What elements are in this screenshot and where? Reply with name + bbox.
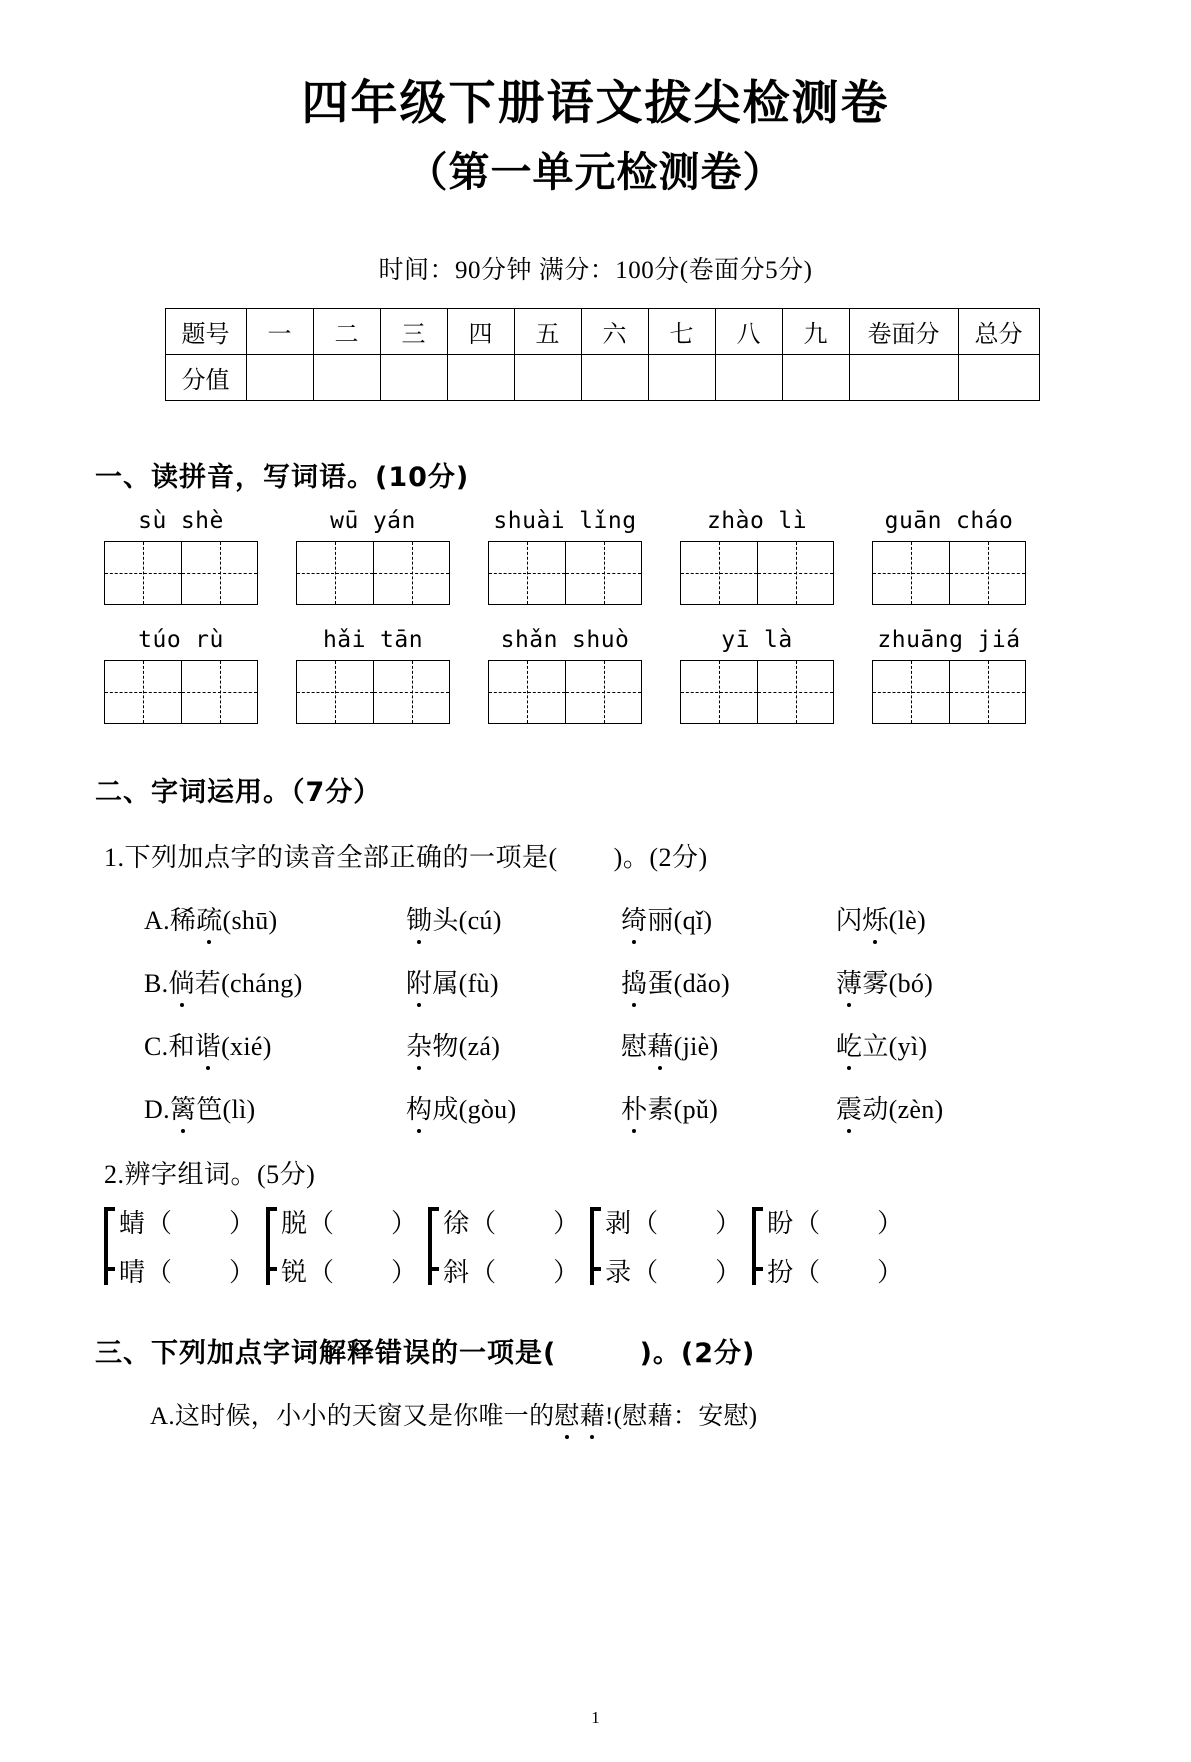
brace-icon <box>266 1203 279 1289</box>
tianzige-cell[interactable] <box>489 661 565 723</box>
pinyin-label-3 <box>493 508 636 534</box>
option-text: (xié) <box>221 1031 272 1061</box>
pinyin-item-4 <box>680 508 834 605</box>
tianzige-grid-10[interactable] <box>872 660 1026 724</box>
table-row-question-numbers <box>165 308 1039 354</box>
option-b-item-3 <box>621 963 836 1000</box>
pinyin-syllable: túo <box>138 626 182 653</box>
option-c-item-2 <box>406 1026 621 1063</box>
score-col-header-8: 八 <box>715 308 782 354</box>
option-text: (lè) <box>888 905 926 935</box>
pair-lines-1 <box>119 1203 256 1289</box>
option-a-item-2 <box>406 900 621 937</box>
pair-bottom-2[interactable] <box>281 1252 418 1289</box>
pair-top-4[interactable] <box>605 1203 742 1240</box>
option-row-a[interactable] <box>144 900 1191 937</box>
dotted-char: 篱 <box>170 1089 196 1126</box>
option-c-item-1 <box>144 1026 406 1063</box>
tianzige-cell[interactable] <box>873 661 949 723</box>
pinyin-syllable: lì <box>778 507 808 534</box>
pinyin-syllable: tān <box>380 626 424 653</box>
character-pairs-row <box>104 1203 1191 1289</box>
tianzige-grid-3[interactable] <box>488 541 642 605</box>
question-2-1-prompt-before: 1.下列加点字的读音全部正确的一项是( <box>104 842 558 872</box>
option-text: 成(gòu) <box>432 1094 517 1124</box>
pair-char: 盼（ <box>767 1208 822 1238</box>
option-d-label: D. <box>144 1094 170 1124</box>
pinyin-label-7 <box>323 627 423 653</box>
page-subtitle: （第一单元检测卷） <box>406 147 785 196</box>
pair-bottom-4[interactable] <box>605 1252 742 1289</box>
pinyin-item-8 <box>488 627 642 724</box>
pinyin-syllable: cháo <box>956 507 1014 534</box>
pair-char: 剥（ <box>605 1208 660 1238</box>
dotted-char: 疏 <box>196 900 222 937</box>
pinyin-syllable: sù <box>138 507 167 534</box>
option-text: 蛋(dǎo) <box>647 968 730 998</box>
pinyin-syllable: yán <box>372 507 416 534</box>
dotted-char: 谐 <box>195 1026 221 1063</box>
character-pair-4 <box>590 1203 742 1289</box>
option-text: 立(yì) <box>862 1031 928 1061</box>
dotted-char: 绮 <box>621 900 647 937</box>
pinyin-item-10 <box>872 627 1026 724</box>
character-pair-3 <box>428 1203 580 1289</box>
dotted-char: 藉 <box>580 1396 605 1432</box>
option-text: (shū) <box>222 905 278 935</box>
option-c-item-3 <box>621 1026 836 1063</box>
score-col-header-presentation: 卷面分 <box>849 308 958 354</box>
option-text: 物(zá) <box>432 1031 501 1061</box>
dotted-char: 慰 <box>554 1396 579 1432</box>
pair-lines-4 <box>605 1203 742 1289</box>
pair-bottom-5[interactable] <box>767 1252 904 1289</box>
tianzige-grid-7[interactable] <box>296 660 450 724</box>
pair-paren-close: ） <box>229 1208 257 1238</box>
pinyin-syllable: yī <box>721 626 750 653</box>
pair-char: 蜻（ <box>119 1208 174 1238</box>
dotted-char: 烁 <box>862 900 888 937</box>
pinyin-label-1 <box>138 508 224 534</box>
pinyin-row-1 <box>0 508 1191 605</box>
score-table <box>165 308 1040 401</box>
tianzige-cell[interactable] <box>949 661 1025 723</box>
pair-lines-5 <box>767 1203 904 1289</box>
dotted-char: 锄 <box>406 900 432 937</box>
option-text: 素(pǔ) <box>647 1094 719 1124</box>
tianzige-cell[interactable] <box>105 661 181 723</box>
score-table-wrapper <box>165 308 1027 401</box>
pinyin-syllable: wū <box>330 507 359 534</box>
score-col-header-6: 六 <box>581 308 648 354</box>
tianzige-grid-2[interactable] <box>296 541 450 605</box>
score-cell-3[interactable] <box>380 354 447 400</box>
option-text: 笆(lì) <box>196 1094 256 1124</box>
option-row-d[interactable] <box>144 1089 1191 1126</box>
pinyin-label-6 <box>138 627 224 653</box>
score-cell-5[interactable] <box>514 354 581 400</box>
pair-char: 扮（ <box>767 1257 822 1287</box>
pair-top-1[interactable] <box>119 1203 256 1240</box>
option-text: 头(cú) <box>432 905 502 935</box>
tianzige-cell[interactable] <box>181 661 257 723</box>
pinyin-syllable: jiá <box>977 626 1021 653</box>
section-3-option-a-text-before: 这时候，小小的天窗又是你唯一的 <box>174 1402 555 1430</box>
pinyin-syllable: shǎn <box>500 626 558 653</box>
tianzige-cell[interactable] <box>757 661 833 723</box>
pair-top-3[interactable] <box>443 1203 580 1240</box>
page-number: 1 <box>591 1708 600 1727</box>
pinyin-label-9 <box>721 627 792 653</box>
dotted-char: 屹 <box>836 1026 862 1063</box>
dotted-char: 捣 <box>621 963 647 1000</box>
section-3-option-a[interactable] <box>150 1396 1191 1432</box>
tianzige-cell[interactable] <box>489 542 565 604</box>
pair-paren-close: ） <box>391 1257 419 1287</box>
pair-paren-close: ） <box>229 1257 257 1287</box>
question-2-1-prompt <box>104 837 1191 874</box>
pair-top-2[interactable] <box>281 1203 418 1240</box>
pinyin-syllable: hǎi <box>322 626 366 653</box>
option-d-item-2 <box>406 1089 621 1126</box>
pinyin-syllable: shuài <box>493 507 566 534</box>
pinyin-item-5 <box>872 508 1026 605</box>
option-text: 雾(bó) <box>862 968 934 998</box>
score-cell-9[interactable] <box>782 354 849 400</box>
section-3-option-a-text-after: !(慰藉：安慰) <box>605 1402 758 1430</box>
option-a-label: A. <box>144 905 170 935</box>
section-3-heading-before: 三、下列加点字词解释错误的一项是( <box>95 1337 557 1369</box>
option-text: 属(fù) <box>432 968 499 998</box>
section-heading-2: 二、字词运用。（7分） <box>95 776 382 808</box>
pair-char: 锐（ <box>281 1257 336 1287</box>
table-row-scores <box>165 354 1039 400</box>
tianzige-grid-6[interactable] <box>104 660 258 724</box>
pair-paren-close: ） <box>715 1208 743 1238</box>
pair-lines-2 <box>281 1203 418 1289</box>
option-text: 丽(qǐ) <box>647 905 713 935</box>
section-heading-3 <box>95 1331 1191 1370</box>
score-col-header-5: 五 <box>514 308 581 354</box>
tianzige-cell[interactable] <box>373 542 449 604</box>
answer-blank-3[interactable] <box>567 1338 629 1369</box>
pinyin-syllable: rù <box>195 626 224 653</box>
pair-bottom-1[interactable] <box>119 1252 256 1289</box>
tianzige-grid-9[interactable] <box>680 660 834 724</box>
brace-icon <box>590 1203 603 1289</box>
option-text: 闪 <box>836 905 863 935</box>
pair-paren-close: ） <box>877 1257 905 1287</box>
pair-char: 晴（ <box>119 1257 174 1287</box>
question-2-1-prompt-after: )。(2分) <box>613 842 708 872</box>
option-row-b[interactable] <box>144 963 1191 1000</box>
option-text: 若(cháng) <box>194 968 303 998</box>
exam-page <box>0 78 1191 1762</box>
pair-lines-3 <box>443 1203 580 1289</box>
pinyin-row-2 <box>0 627 1191 724</box>
score-cell-8[interactable] <box>715 354 782 400</box>
option-c-item-4 <box>836 1026 1036 1063</box>
tianzige-cell[interactable] <box>297 542 373 604</box>
dotted-char: 构 <box>406 1089 432 1126</box>
tianzige-cell[interactable] <box>565 661 641 723</box>
option-a-item-3 <box>621 900 836 937</box>
section-3-heading-after: )。(2分) <box>639 1337 756 1369</box>
option-b-label: B. <box>144 968 169 998</box>
dotted-char: 震 <box>836 1089 862 1126</box>
option-text: 稀 <box>169 905 197 935</box>
pinyin-syllable: shuò <box>572 626 630 653</box>
pinyin-label-5 <box>885 508 1014 534</box>
pinyin-label-10 <box>877 627 1020 653</box>
tianzige-cell[interactable] <box>105 542 181 604</box>
tianzige-cell[interactable] <box>181 542 257 604</box>
score-cell-total[interactable] <box>958 354 1039 400</box>
section-heading-1: 一、读拼音，写词语。(10分) <box>95 461 470 493</box>
page-title: 四年级下册语文拔尖检测卷 <box>301 76 890 131</box>
option-text: 慰 <box>621 1031 648 1061</box>
option-a-item-1 <box>144 900 406 937</box>
score-col-header-2: 二 <box>313 308 380 354</box>
option-d-item-4 <box>836 1089 1036 1126</box>
tianzige-grid-5[interactable] <box>872 541 1026 605</box>
pinyin-label-4 <box>707 508 807 534</box>
pair-paren-close: ） <box>715 1257 743 1287</box>
score-table-label-value: 分值 <box>165 354 246 400</box>
dotted-char: 薄 <box>836 963 862 1000</box>
pinyin-syllable: guān <box>884 507 942 534</box>
dotted-char: 杂 <box>406 1026 432 1063</box>
option-b-item-1 <box>144 963 406 1000</box>
brace-icon <box>428 1203 441 1289</box>
question-2-2-prompt: 2.辨字组词。(5分) <box>104 1159 316 1189</box>
tianzige-cell[interactable] <box>873 542 949 604</box>
tianzige-cell[interactable] <box>949 542 1025 604</box>
pinyin-item-9 <box>680 627 834 724</box>
tianzige-cell[interactable] <box>681 661 757 723</box>
option-b-item-4 <box>836 963 1036 1000</box>
score-col-header-9: 九 <box>782 308 849 354</box>
pinyin-writing-block <box>0 508 1191 724</box>
option-text: 动(zèn) <box>862 1094 944 1124</box>
answer-blank-2-1[interactable] <box>565 843 607 872</box>
score-col-header-4: 四 <box>447 308 514 354</box>
score-cell-7[interactable] <box>648 354 715 400</box>
score-cell-6[interactable] <box>581 354 648 400</box>
tianzige-cell[interactable] <box>565 542 641 604</box>
score-cell-2[interactable] <box>313 354 380 400</box>
score-col-header-7: 七 <box>648 308 715 354</box>
character-pair-1 <box>104 1203 256 1289</box>
pair-char: 徐（ <box>443 1208 498 1238</box>
tianzige-grid-1[interactable] <box>104 541 258 605</box>
pinyin-label-2 <box>330 508 416 534</box>
pinyin-syllable: zhuāng <box>877 626 964 653</box>
option-text: (jiè) <box>673 1031 719 1061</box>
dotted-char: 附 <box>406 963 432 1000</box>
score-col-header-total: 总分 <box>958 308 1039 354</box>
tianzige-cell[interactable] <box>297 661 373 723</box>
pair-bottom-3[interactable] <box>443 1252 580 1289</box>
character-pair-5 <box>752 1203 904 1289</box>
brace-icon <box>752 1203 765 1289</box>
score-col-header-3: 三 <box>380 308 447 354</box>
tianzige-cell[interactable] <box>373 661 449 723</box>
pinyin-syllable: lǐng <box>579 507 637 534</box>
section-3-option-a-label: A. <box>150 1402 175 1430</box>
option-d-item-3 <box>621 1089 836 1126</box>
dotted-char: 倘 <box>168 963 194 1000</box>
pair-paren-close: ） <box>553 1208 581 1238</box>
tianzige-cell[interactable] <box>681 542 757 604</box>
tianzige-grid-4[interactable] <box>680 541 834 605</box>
option-d-item-1 <box>144 1089 406 1126</box>
character-pair-2 <box>266 1203 418 1289</box>
pinyin-item-3 <box>488 508 642 605</box>
dotted-char: 藉 <box>647 1026 673 1063</box>
pair-char: 斜（ <box>443 1257 498 1287</box>
tianzige-grid-8[interactable] <box>488 660 642 724</box>
option-text: 和 <box>168 1031 195 1061</box>
dotted-char: 朴 <box>621 1089 647 1126</box>
exam-meta: 时间：90分钟 满分：100分(卷面分5分) <box>378 256 813 284</box>
pair-char: 录（ <box>605 1257 660 1287</box>
tianzige-cell[interactable] <box>757 542 833 604</box>
pinyin-syllable: zhào <box>706 507 765 534</box>
pinyin-item-7 <box>296 627 450 724</box>
option-c-label: C. <box>144 1031 169 1061</box>
pinyin-syllable: shè <box>180 507 224 534</box>
pinyin-item-1 <box>104 508 258 605</box>
score-cell-presentation[interactable] <box>849 354 958 400</box>
option-a-item-4 <box>836 900 1036 937</box>
pair-paren-close: ） <box>877 1208 905 1238</box>
option-b-item-2 <box>406 963 621 1000</box>
pinyin-item-2 <box>296 508 450 605</box>
pinyin-item-6 <box>104 627 258 724</box>
pair-char: 脱（ <box>281 1208 336 1238</box>
pair-paren-close: ） <box>553 1257 581 1287</box>
score-table-label-question: 题号 <box>165 308 246 354</box>
pinyin-label-8 <box>501 627 630 653</box>
pair-paren-close: ） <box>391 1208 419 1238</box>
pinyin-syllable: là <box>764 626 793 653</box>
pair-top-5[interactable] <box>767 1203 904 1240</box>
option-row-c[interactable] <box>144 1026 1191 1063</box>
brace-icon <box>104 1203 117 1289</box>
score-cell-1[interactable] <box>246 354 313 400</box>
score-col-header-1: 一 <box>246 308 313 354</box>
score-cell-4[interactable] <box>447 354 514 400</box>
